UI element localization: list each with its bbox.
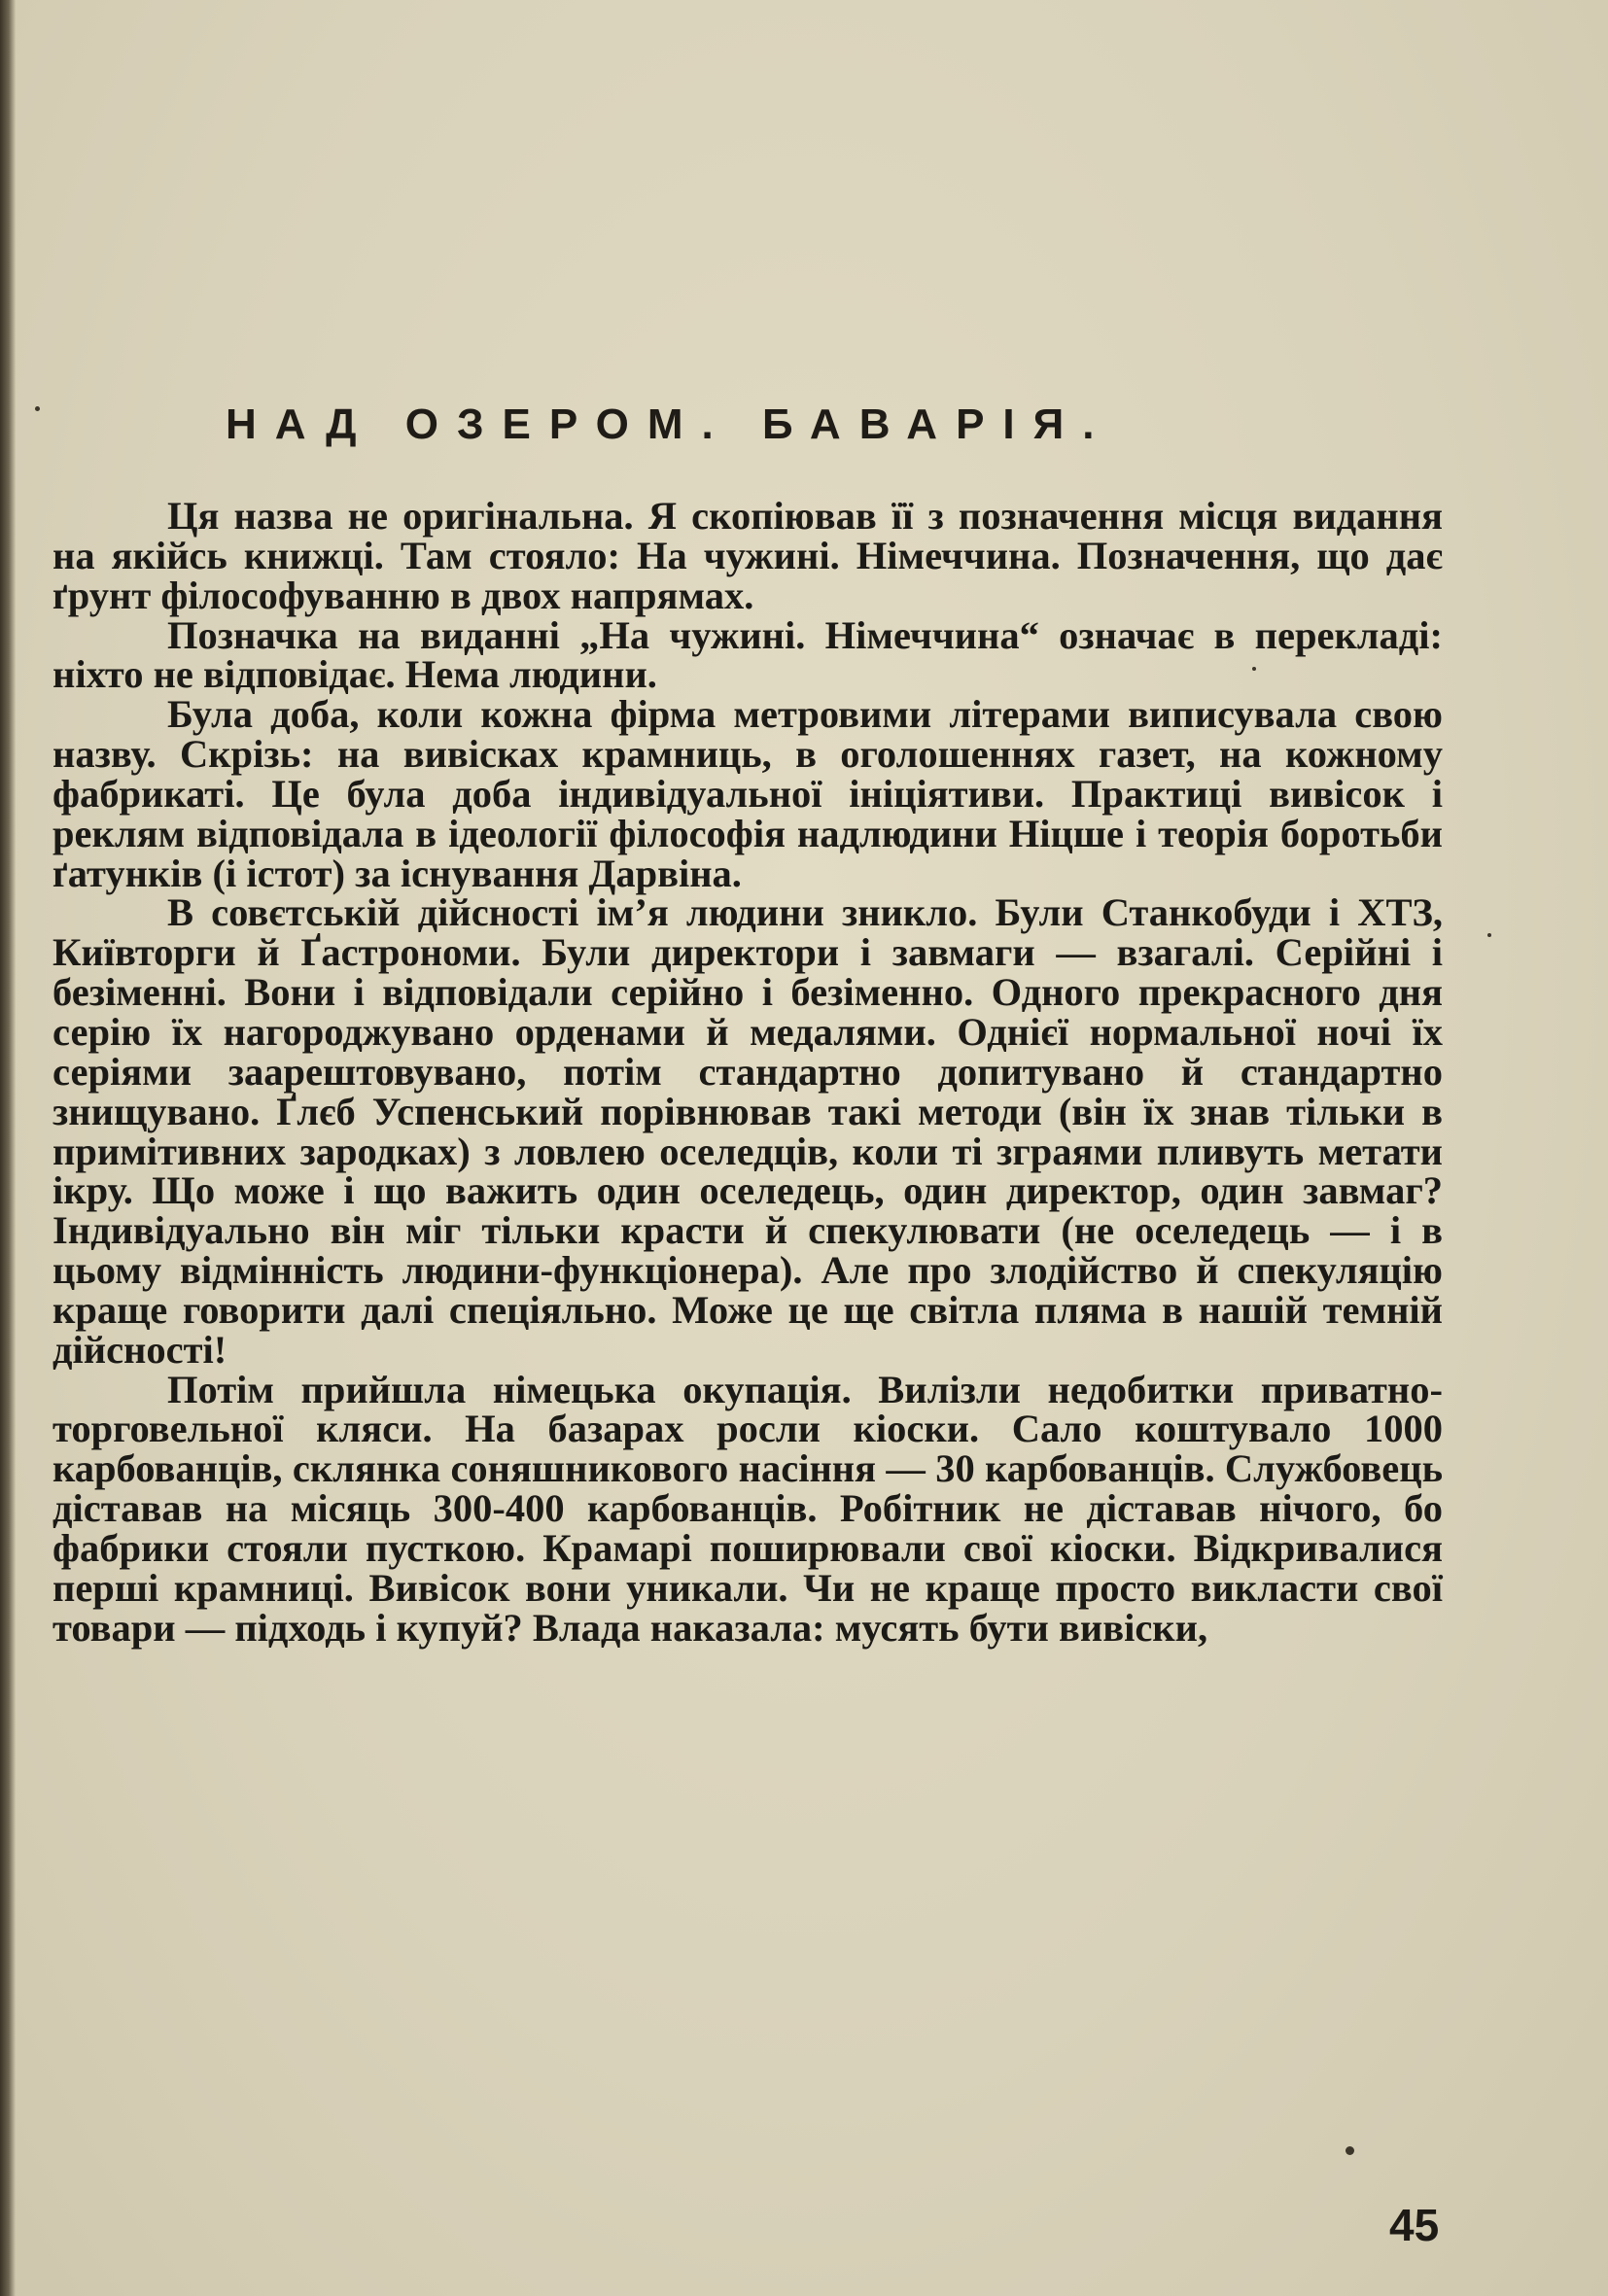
paper-speck [1487, 933, 1491, 937]
paragraph: Була доба, коли кожна фірма метровими літерами виписувала свою назву. Скрізь: на вивісках крамниць, в оголошеннях газет, на кожному фабрикаті. Це була доба індивідуальної ініціятиви. Практиці вивісок і реклям відповідала в ідеології філософія надлюдини Ніцше і теорія боротьби ґатунків (і істот) за існування Дарвіна. [52, 692, 1443, 895]
page-number: 45 [1389, 2200, 1440, 2250]
paragraph: В совєтській дійсності ім’я людини зникло. Були Станкобуди і ХТЗ, Київторги й Ґастрономи. Були директори і завмаги — взагалі. Серійні і безіменні. Вони і відповідали серійно і безіменно. Одного прекрасного дня серію їх нагороджувано орденами й медалями. Однієї нормальної ночі їх серіями заарештовувано, потім стандартно допитувано й стандартно знищувано. Ґлєб Успенський порівнював такі методи (він їх знав тільки в примітивних зародках) з ловлею оселедців, коли ті зграями пливуть метати ікру. Що може і що важить один оселедець, один директор, один завмаг? Індивідуально він міг тільки красти й спекулювати (не оселедець — і в цьому відмінність людини-функціонера). Але про злодійство й спекуляцію краще говорити далі спеціяльно. Може це ще світла пляма в нашій темній дійсності! [52, 890, 1443, 1372]
chapter-title: НАД ОЗЕРОМ. БАВАРІЯ. [226, 400, 1113, 448]
paper-speck [35, 406, 40, 411]
paragraph: Потім прийшла німецька окупація. Вилізли недобитки приватно-торговельної кляси. На базарах росли кіоски. Сало коштувало 1000 карбованців, склянка соняшникового насіння — 30 карбованців. Службовець діставав на місяць 300-400 карбованців. Робітник не діставав нічого, бо фабрики стояли пусткою. Крамарі поширювали свої кіоски. Відкривалися перші крамниці. Вивісок вони уникали. Чи не краще просто викласти свої товари — підходь і купуй? Влада наказала: мусять бути вивіски, [52, 1367, 1443, 1650]
book-binding-edge [0, 0, 16, 2296]
body-text [52, 494, 1443, 1650]
paragraph: Ця назва не оригінальна. Я скопіював її з позначення місця видання на якійсь книжці. Там стояло: На чужині. Німеччина. Позначення, що дає ґрунт філософуванню в двох напрямах. [52, 494, 1443, 617]
paragraph: Позначка на виданні „На чужині. Німеччина“ означає в перекладі: ніхто не відповідає. Нема людини. [52, 612, 1443, 697]
paper-speck [1252, 667, 1256, 671]
paper-speck [1346, 2146, 1354, 2155]
